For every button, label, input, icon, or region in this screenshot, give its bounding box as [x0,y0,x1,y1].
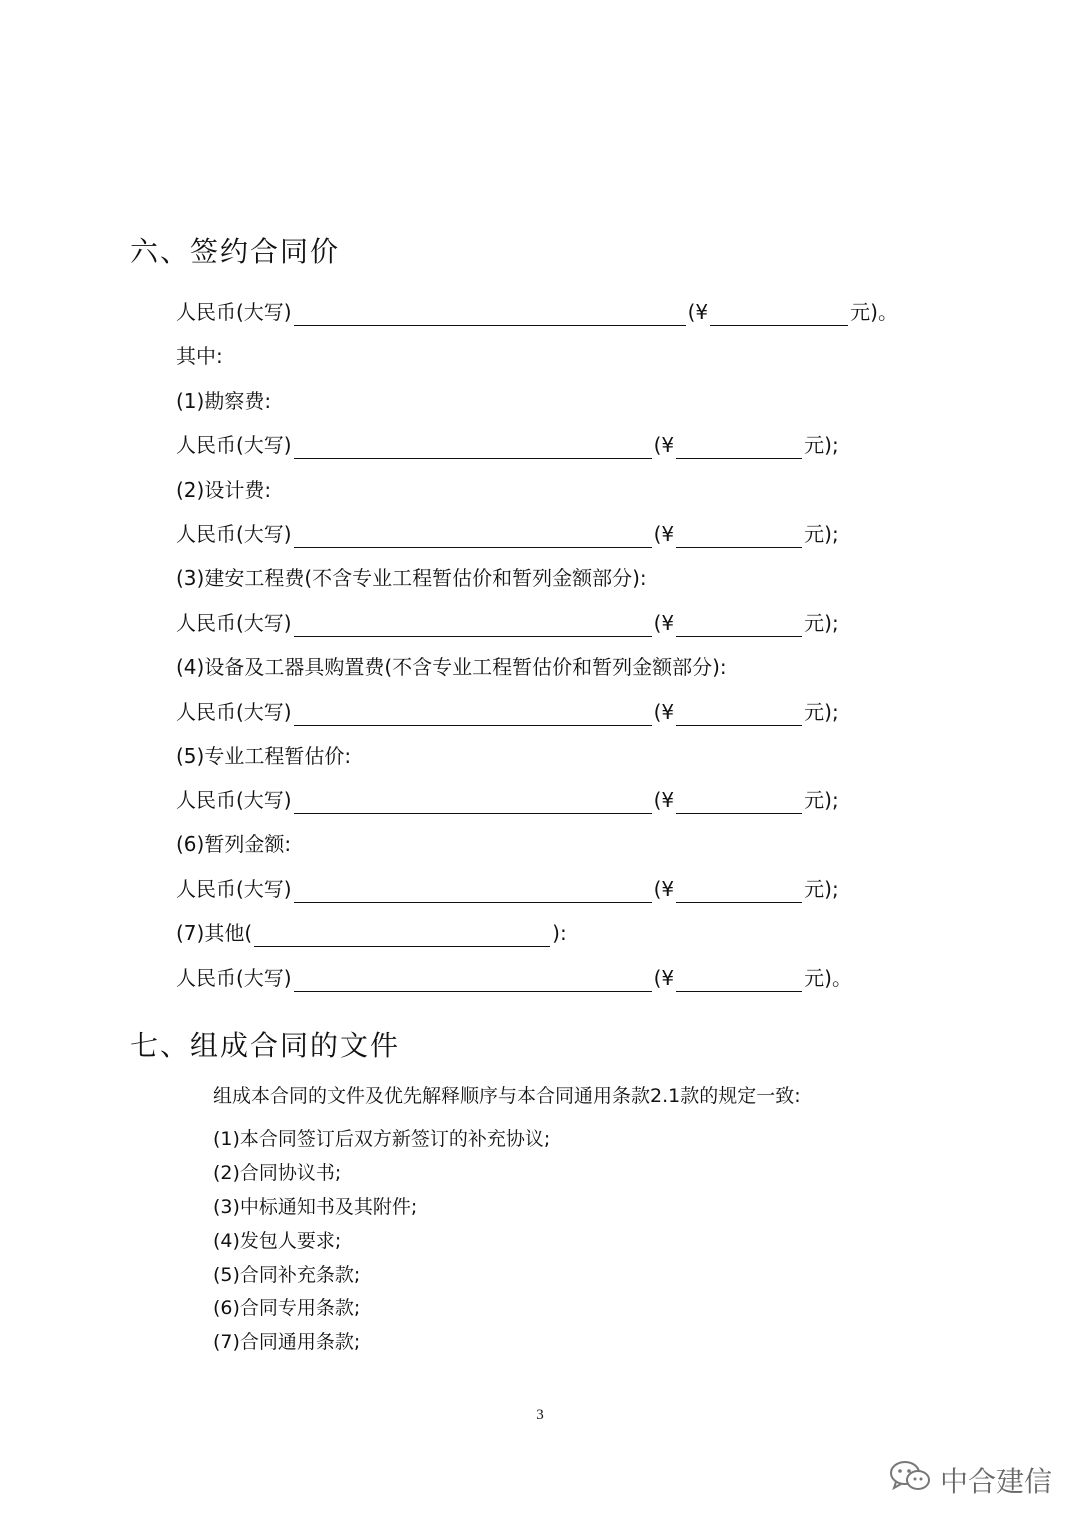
watermark [888,1458,1052,1501]
rmb-label: 人民币(大写) [176,788,292,812]
watermark-text: 中合建信 [940,1464,1053,1498]
yuan-close: 元)。 [804,966,852,990]
total-price-line [176,298,898,326]
item-label: (1)勘察费: [176,389,272,413]
item-amount-line [176,609,839,637]
item-amount-line [176,431,839,459]
amount-digits-blank[interactable] [676,969,802,992]
rmb-label: 人民币(大写) [176,700,292,724]
of-which-label: 其中: [176,344,223,368]
rmb-label: 人民币(大写) [176,300,292,324]
yen-open: (¥ [653,700,675,724]
amount-words-blank[interactable] [294,614,652,637]
yen-open: (¥ [653,877,675,901]
document-list-item: (3)中标通知书及其附件; [213,1196,418,1218]
section-7-intro: 组成本合同的文件及优先解释顺序与本合同通用条款2.1款的规定一致: [213,1085,801,1107]
section-7-title: 七、组成合同的文件 [130,1029,401,1062]
document-list-item: (1)本合同签订后双方新签订的补充协议; [213,1128,551,1150]
other-label-prefix: (7)其他( [176,921,253,945]
item-amount-line [176,698,839,726]
amount-digits-blank[interactable] [710,303,848,326]
yuan-close: 元); [804,433,839,457]
yen-open: (¥ [653,966,675,990]
amount-words-blank[interactable] [294,436,652,459]
item-amount-line [176,875,839,903]
yuan-close: 元)。 [850,300,898,324]
other-name-blank[interactable] [254,924,550,947]
amount-words-blank[interactable] [294,880,652,903]
amount-words-blank[interactable] [294,969,652,992]
amount-digits-blank[interactable] [676,703,802,726]
item-label: (3)建安工程费(不含专业工程暂估价和暂列金额部分): [176,566,647,590]
amount-digits-blank[interactable] [676,525,802,548]
yuan-close: 元); [804,611,839,635]
amount-words-blank[interactable] [294,791,652,814]
yen-open: (¥ [687,300,709,324]
other-label-suffix: ): [552,921,567,945]
yuan-close: 元); [804,700,839,724]
amount-words-blank[interactable] [294,525,652,548]
amount-digits-blank[interactable] [676,614,802,637]
yuan-close: 元); [804,877,839,901]
amount-words-blank[interactable] [294,303,686,326]
item-amount-line [176,786,839,814]
item-label: (2)设计费: [176,478,272,502]
item-amount-line [176,520,839,548]
document-list-item: (5)合同补充条款; [213,1264,361,1286]
item-label: (4)设备及工器具购置费(不含专业工程暂估价和暂列金额部分): [176,655,727,679]
yen-open: (¥ [653,788,675,812]
rmb-label: 人民币(大写) [176,611,292,635]
document-list-item: (2)合同协议书; [213,1162,342,1184]
amount-digits-blank[interactable] [676,436,802,459]
item-amount-line [176,964,852,992]
amount-words-blank[interactable] [294,703,652,726]
item-label: (5)专业工程暂估价: [176,744,352,768]
item-label: (6)暂列金额: [176,832,292,856]
document-list-item: (7)合同通用条款; [213,1331,361,1353]
rmb-label: 人民币(大写) [176,522,292,546]
item-other-line [176,919,567,947]
wechat-icon [888,1458,932,1501]
yuan-close: 元); [804,788,839,812]
page-number: 3 [536,1407,544,1423]
yuan-close: 元); [804,522,839,546]
document-list-item: (6)合同专用条款; [213,1297,361,1319]
section-6-title: 六、签约合同价 [130,235,341,268]
yen-open: (¥ [653,522,675,546]
rmb-label: 人民币(大写) [176,433,292,457]
amount-digits-blank[interactable] [676,791,802,814]
yen-open: (¥ [653,611,675,635]
yen-open: (¥ [653,433,675,457]
rmb-label: 人民币(大写) [176,966,292,990]
document-list-item: (4)发包人要求; [213,1230,342,1252]
amount-digits-blank[interactable] [676,880,802,903]
rmb-label: 人民币(大写) [176,877,292,901]
